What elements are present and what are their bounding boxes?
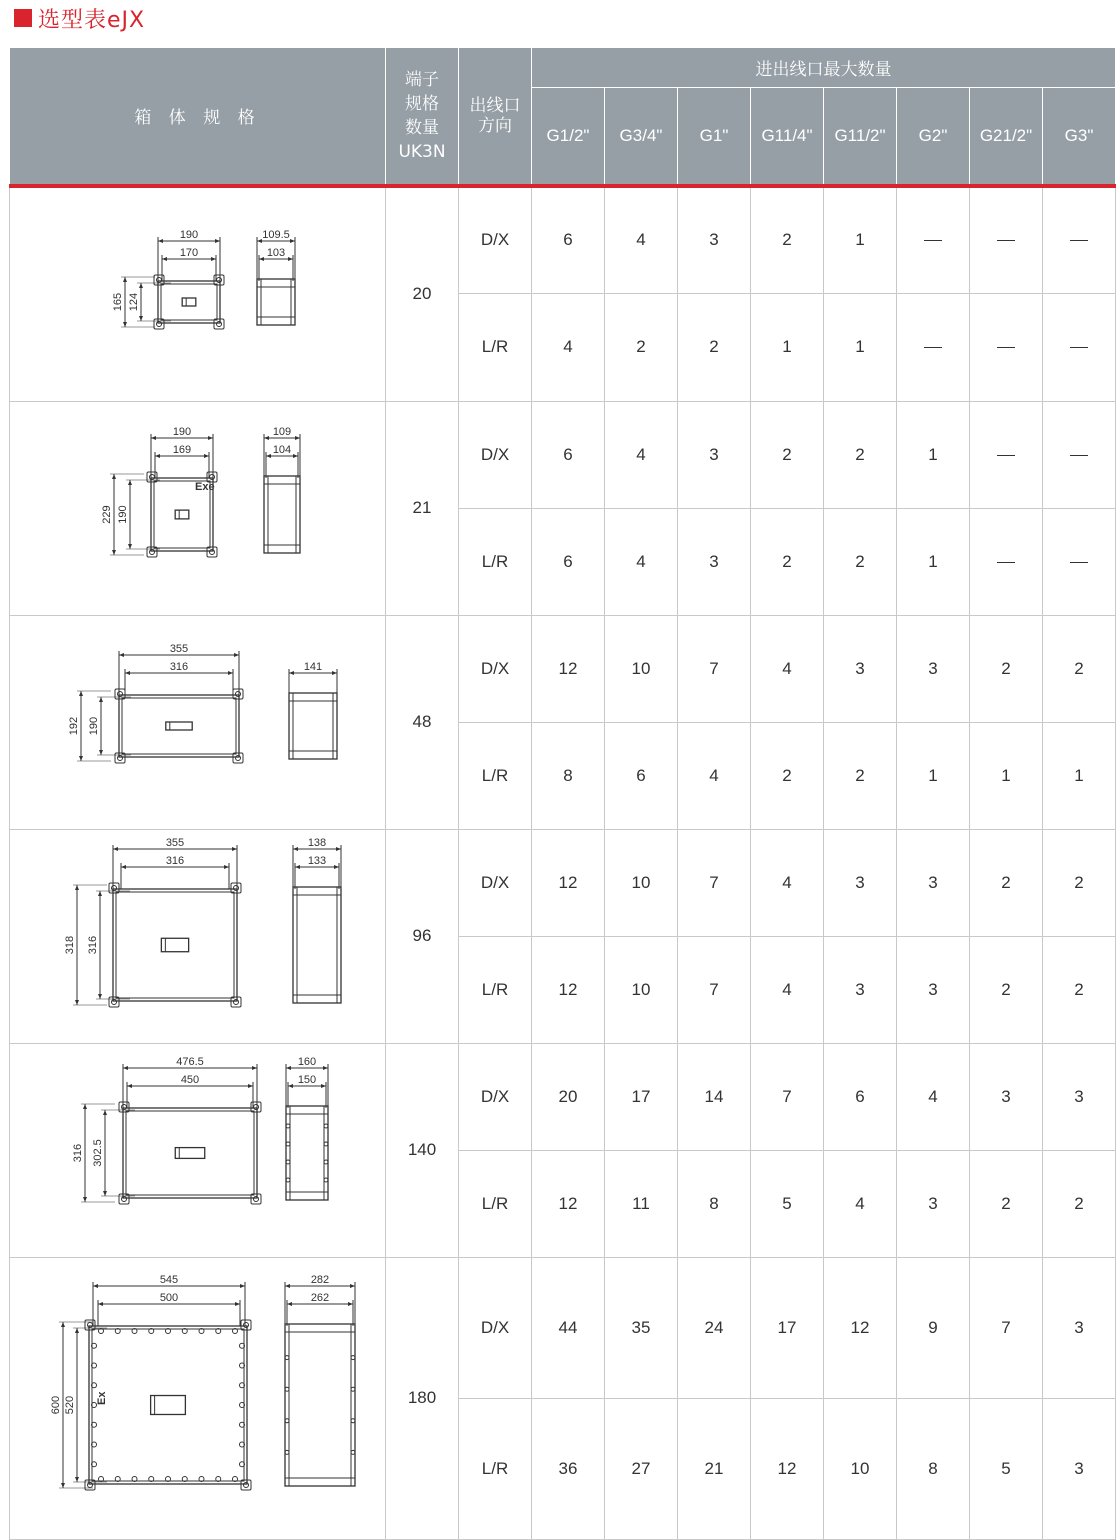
max-entries-value: 3 <box>970 1043 1043 1150</box>
max-entries-value: 10 <box>605 829 678 936</box>
header-size: G1" <box>678 88 751 186</box>
max-entries-value: 5 <box>970 1398 1043 1539</box>
max-entries-value: 9 <box>897 1257 970 1398</box>
svg-text:138: 138 <box>307 836 327 849</box>
max-entries-value: 4 <box>751 829 824 936</box>
max-entries-value: 1 <box>897 722 970 829</box>
max-entries-value: 7 <box>751 1043 824 1150</box>
svg-text:355: 355 <box>165 836 185 849</box>
max-entries-value: 8 <box>897 1398 970 1539</box>
svg-text:355: 355 <box>169 642 189 655</box>
terminal-count: 96 <box>386 829 459 1043</box>
max-entries-value: 7 <box>678 615 751 722</box>
max-entries-value: 6 <box>532 186 605 294</box>
svg-text:109.5: 109.5 <box>262 228 290 241</box>
svg-text:282: 282 <box>310 1273 330 1286</box>
enclosure-drawing <box>10 402 386 610</box>
header-terminal: 端子 规格 数量 UK3N <box>386 48 459 186</box>
max-entries-value: 3 <box>1043 1043 1116 1150</box>
svg-text:500: 500 <box>159 1291 179 1304</box>
max-entries-value <box>970 186 1043 294</box>
max-entries-value: 12 <box>532 936 605 1043</box>
max-entries-value: 4 <box>678 722 751 829</box>
max-entries-value: 12 <box>532 829 605 936</box>
svg-text:165: 165 <box>112 292 124 311</box>
max-entries-value: 2 <box>824 508 897 615</box>
dash-icon <box>1070 562 1088 563</box>
max-entries-value: 10 <box>605 615 678 722</box>
max-entries-value: 1 <box>824 293 897 401</box>
max-entries-value: 17 <box>751 1257 824 1398</box>
svg-text:190: 190 <box>88 716 100 735</box>
max-entries-value: 14 <box>678 1043 751 1150</box>
max-entries-value: 44 <box>532 1257 605 1398</box>
svg-text:190: 190 <box>179 228 199 241</box>
outlet-direction: D/X <box>459 615 532 722</box>
max-entries-value: 7 <box>678 936 751 1043</box>
max-entries-value: 2 <box>605 293 678 401</box>
enclosure-drawing-cell <box>10 186 386 402</box>
table-row <box>10 615 1116 722</box>
max-entries-value <box>1043 293 1116 401</box>
max-entries-value: 8 <box>678 1150 751 1257</box>
max-entries-value: 17 <box>605 1043 678 1150</box>
page-title <box>14 4 145 32</box>
max-entries-value: 6 <box>532 508 605 615</box>
terminal-count: 180 <box>386 1257 459 1539</box>
max-entries-value: 4 <box>605 508 678 615</box>
svg-text:170: 170 <box>179 246 199 259</box>
max-entries-value: 2 <box>751 186 824 294</box>
enclosure-drawing <box>10 1044 386 1252</box>
max-entries-value: 12 <box>751 1398 824 1539</box>
max-entries-value: 4 <box>605 401 678 508</box>
max-entries-value: 12 <box>532 615 605 722</box>
max-entries-value: 3 <box>897 1150 970 1257</box>
outlet-direction: D/X <box>459 1043 532 1150</box>
max-entries-value: 3 <box>678 508 751 615</box>
outlet-direction: L/R <box>459 1150 532 1257</box>
max-entries-value: 2 <box>970 829 1043 936</box>
dash-icon <box>997 240 1015 241</box>
svg-text:545: 545 <box>159 1273 179 1286</box>
enclosure-drawing-cell <box>10 1043 386 1257</box>
table-body <box>10 186 1116 1540</box>
dash-icon <box>924 347 942 348</box>
max-entries-value: 1 <box>970 722 1043 829</box>
svg-text:190: 190 <box>117 504 129 524</box>
terminal-count: 48 <box>386 615 459 829</box>
max-entries-value: 3 <box>897 615 970 722</box>
svg-text:302.5: 302.5 <box>92 1138 104 1167</box>
dash-icon <box>997 347 1015 348</box>
max-entries-value: 20 <box>532 1043 605 1150</box>
max-entries-value: 8 <box>532 722 605 829</box>
table-row <box>10 186 1116 294</box>
header-group: 进出线口最大数量 <box>532 48 1116 88</box>
max-entries-value: 11 <box>605 1150 678 1257</box>
max-entries-value: 7 <box>678 829 751 936</box>
title-square-icon <box>14 9 32 27</box>
table-row <box>10 1043 1116 1150</box>
max-entries-value: 4 <box>532 293 605 401</box>
header-size: G21/2" <box>970 88 1043 186</box>
enclosure-drawing-cell <box>10 615 386 829</box>
max-entries-value <box>1043 186 1116 294</box>
svg-text:Ex: Ex <box>96 1391 108 1405</box>
outlet-direction: D/X <box>459 1257 532 1398</box>
svg-text:316: 316 <box>87 935 99 954</box>
max-entries-value: 4 <box>605 186 678 294</box>
outlet-direction: L/R <box>459 936 532 1043</box>
svg-text:318: 318 <box>64 935 76 954</box>
outlet-direction: D/X <box>459 829 532 936</box>
max-entries-value: 4 <box>897 1043 970 1150</box>
max-entries-value: 24 <box>678 1257 751 1398</box>
max-entries-value: 12 <box>824 1257 897 1398</box>
dash-icon <box>997 562 1015 563</box>
header-size: G3" <box>1043 88 1116 186</box>
max-entries-value: 3 <box>824 615 897 722</box>
max-entries-value: 4 <box>751 936 824 1043</box>
svg-text:104: 104 <box>272 443 292 456</box>
outlet-direction: D/X <box>459 186 532 294</box>
header-size: G11/2" <box>824 88 897 186</box>
enclosure-drawing-cell <box>10 1257 386 1539</box>
max-entries-value: 2 <box>824 722 897 829</box>
svg-text:600: 600 <box>50 1395 62 1414</box>
outlet-direction: L/R <box>459 1398 532 1539</box>
svg-text:Exe: Exe <box>195 480 215 493</box>
dash-icon <box>997 455 1015 456</box>
max-entries-value: 2 <box>970 936 1043 1043</box>
max-entries-value: 3 <box>897 829 970 936</box>
max-entries-value: 35 <box>605 1257 678 1398</box>
max-entries-value: 3 <box>824 829 897 936</box>
max-entries-value <box>1043 401 1116 508</box>
enclosure-drawing <box>10 1258 386 1534</box>
terminal-count: 21 <box>386 401 459 615</box>
max-entries-value: 4 <box>751 615 824 722</box>
max-entries-value: 3 <box>824 936 897 1043</box>
max-entries-value: 2 <box>1043 1150 1116 1257</box>
max-entries-value: 4 <box>824 1150 897 1257</box>
svg-text:229: 229 <box>101 504 113 524</box>
svg-text:133: 133 <box>307 854 327 867</box>
table-row <box>10 401 1116 508</box>
max-entries-value: 10 <box>605 936 678 1043</box>
outlet-direction: L/R <box>459 508 532 615</box>
svg-text:192: 192 <box>68 716 80 735</box>
enclosure-drawing <box>10 616 386 824</box>
svg-text:316: 316 <box>72 1143 84 1162</box>
max-entries-value <box>970 401 1043 508</box>
header-size: G1/2" <box>532 88 605 186</box>
svg-text:141: 141 <box>303 660 323 673</box>
svg-text:124: 124 <box>128 292 140 311</box>
max-entries-value: 3 <box>897 936 970 1043</box>
max-entries-value: 1 <box>824 186 897 294</box>
max-entries-value: 2 <box>970 615 1043 722</box>
header-spec: 箱 体 规 格 <box>10 48 386 186</box>
header-size: G2" <box>897 88 970 186</box>
max-entries-value: 1 <box>897 508 970 615</box>
dash-icon <box>924 240 942 241</box>
svg-text:450: 450 <box>180 1073 200 1086</box>
svg-text:316: 316 <box>169 660 189 673</box>
max-entries-value: 2 <box>751 401 824 508</box>
dash-icon <box>1070 455 1088 456</box>
max-entries-value <box>897 186 970 294</box>
max-entries-value <box>970 293 1043 401</box>
header-size: G3/4" <box>605 88 678 186</box>
max-entries-value: 6 <box>824 1043 897 1150</box>
max-entries-value: 5 <box>751 1150 824 1257</box>
max-entries-value: 12 <box>532 1150 605 1257</box>
svg-text:316: 316 <box>165 854 185 867</box>
terminal-count: 20 <box>386 186 459 402</box>
svg-text:262: 262 <box>310 1291 330 1304</box>
svg-text:169: 169 <box>172 443 192 456</box>
dash-icon <box>1070 240 1088 241</box>
svg-text:150: 150 <box>297 1073 317 1086</box>
enclosure-drawing-cell <box>10 829 386 1043</box>
max-entries-value: 3 <box>1043 1398 1116 1539</box>
max-entries-value: 2 <box>1043 936 1116 1043</box>
max-entries-value: 3 <box>678 186 751 294</box>
outlet-direction: L/R <box>459 293 532 401</box>
outlet-direction: L/R <box>459 722 532 829</box>
max-entries-value: 2 <box>751 508 824 615</box>
max-entries-value: 27 <box>605 1398 678 1539</box>
max-entries-value: 3 <box>1043 1257 1116 1398</box>
svg-text:476.5: 476.5 <box>176 1055 204 1068</box>
svg-text:109: 109 <box>272 425 292 438</box>
max-entries-value: 1 <box>1043 722 1116 829</box>
selection-table <box>9 47 1116 1540</box>
max-entries-value: 3 <box>678 401 751 508</box>
header-direction: 出线口 方向 <box>459 48 532 186</box>
max-entries-value: 6 <box>532 401 605 508</box>
max-entries-value <box>970 508 1043 615</box>
outlet-direction: D/X <box>459 401 532 508</box>
svg-text:190: 190 <box>172 425 192 438</box>
max-entries-value: 1 <box>897 401 970 508</box>
max-entries-value: 10 <box>824 1398 897 1539</box>
max-entries-value: 6 <box>605 722 678 829</box>
max-entries-value: 2 <box>678 293 751 401</box>
header-size: G11/4" <box>751 88 824 186</box>
enclosure-drawing <box>10 830 386 1038</box>
max-entries-value: 36 <box>532 1398 605 1539</box>
max-entries-value: 7 <box>970 1257 1043 1398</box>
max-entries-value <box>1043 508 1116 615</box>
max-entries-value: 2 <box>1043 829 1116 936</box>
max-entries-value <box>897 293 970 401</box>
terminal-count: 140 <box>386 1043 459 1257</box>
svg-text:103: 103 <box>266 246 286 259</box>
max-entries-value: 2 <box>824 401 897 508</box>
max-entries-value: 2 <box>970 1150 1043 1257</box>
table-row <box>10 829 1116 936</box>
svg-text:520: 520 <box>64 1395 76 1414</box>
max-entries-value: 21 <box>678 1398 751 1539</box>
max-entries-value: 2 <box>1043 615 1116 722</box>
enclosure-drawing <box>10 188 386 396</box>
max-entries-value: 2 <box>751 722 824 829</box>
enclosure-drawing-cell <box>10 401 386 615</box>
table-row <box>10 1257 1116 1398</box>
dash-icon <box>1070 347 1088 348</box>
title-text: 选型表eJX <box>38 7 146 33</box>
max-entries-value: 1 <box>751 293 824 401</box>
svg-text:160: 160 <box>297 1055 317 1068</box>
